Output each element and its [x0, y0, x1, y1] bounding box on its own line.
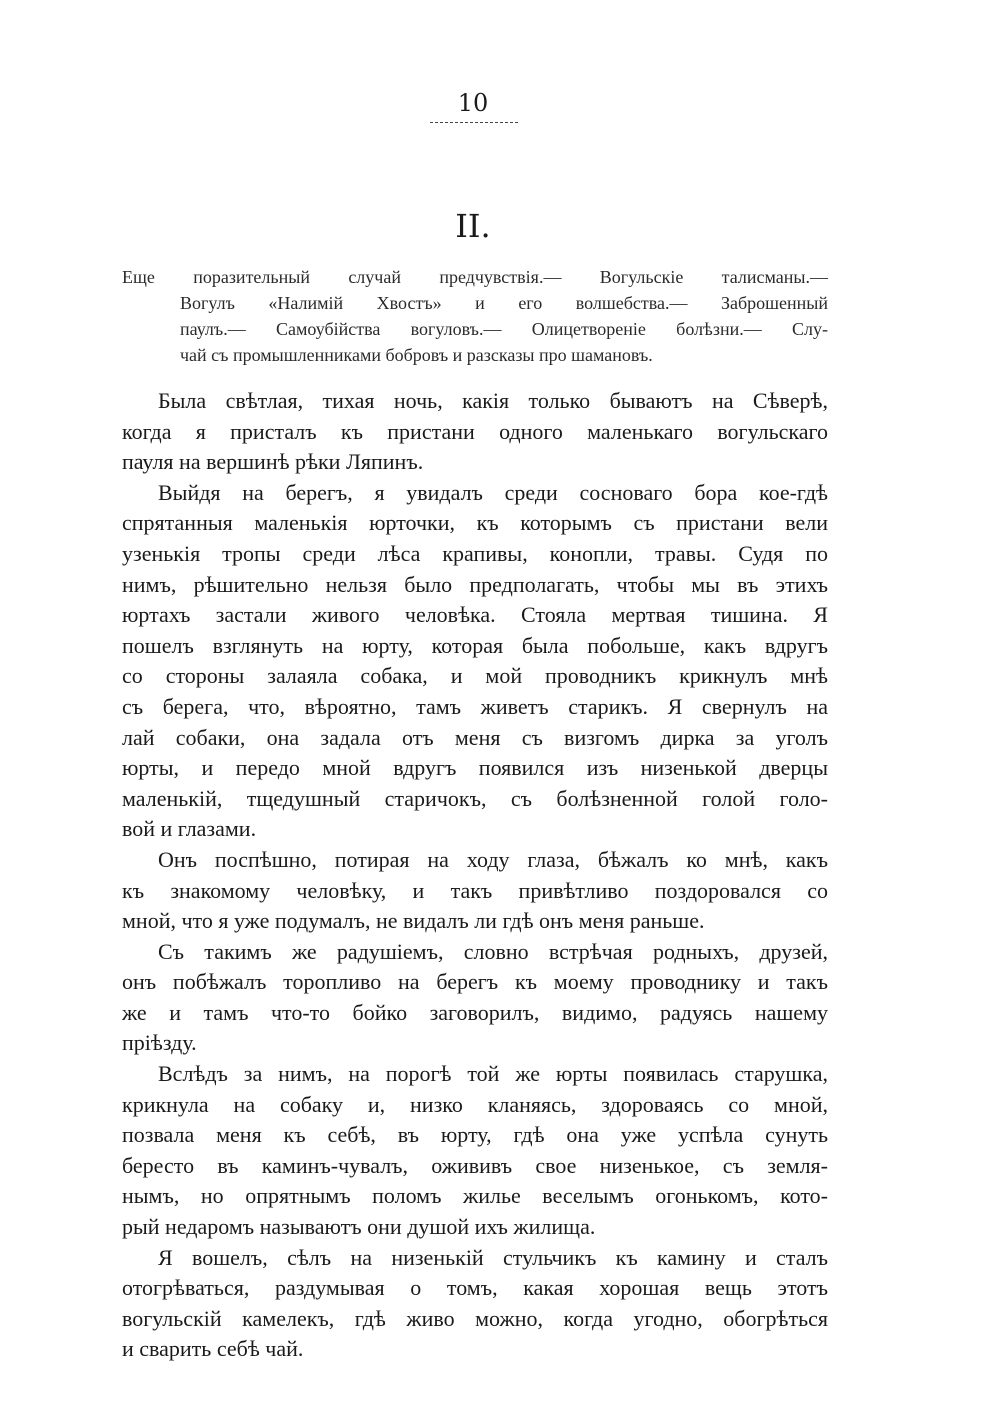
chapter-title: II. [455, 207, 491, 245]
summary-line: Вогулъ «Налимій Хвостъ» и его волшебства.— Заброшенный [180, 293, 828, 313]
text-line: онъ побѣжалъ торопливо на берегъ къ моему проводнику и такъ [122, 969, 828, 995]
text-line: позвала меня къ себѣ, въ юрту, гдѣ она уже успѣла сунуть [122, 1122, 828, 1148]
chapter-summary [122, 264, 828, 368]
text-line: мной, что я уже подумалъ, не видалъ ли гдѣ онъ меня раньше. [122, 908, 705, 934]
page-number: 10 [457, 89, 489, 117]
text-line: съ берега, что, вѣроятно, тамъ живетъ старикъ. Я свернулъ на [122, 693, 828, 719]
text-line: маленькій, тщедушный старичокъ, съ болѣзненной голой голо- [122, 785, 828, 811]
text-line: вой и глазами. [122, 816, 257, 842]
text-line: Была свѣтлая, тихая ночь, какія только бываютъ на Сѣверѣ, [158, 388, 828, 413]
text-line: Онъ поспѣшно, потирая на ходу глаза, бѣжалъ ко мнѣ, какъ [158, 846, 828, 872]
text-line: нимъ, рѣшительно нельзя было предполагать, чтобы мы въ этихъ [122, 571, 828, 597]
page-number-rule [430, 122, 518, 123]
text-line: юртахъ застали живого человѣка. Стояла мертвая тишина. Я [122, 602, 828, 628]
paragraph [122, 1243, 828, 1365]
text-line: пауля на вершинѣ рѣки Ляпинъ. [122, 449, 424, 475]
text-line: крикнула на собаку и, низко кланяясь, здороваясь со мной, [122, 1091, 828, 1117]
text-line: отогрѣваться, раздумывая о томъ, какая хорошая вещь этотъ [122, 1275, 828, 1301]
text-line: Выйдя на берегъ, я увидалъ среди сосноваго бора кое-гдѣ [158, 479, 828, 505]
text-line: бересто въ каминъ-чувалъ, ожививъ свое низенькое, съ земля- [122, 1152, 828, 1178]
text-line: рый недаромъ называютъ они душой ихъ жилища. [122, 1214, 596, 1240]
text-line: Вслѣдъ за нимъ, на порогѣ той же юрты появилась старушка, [158, 1061, 828, 1087]
text-line: со стороны залаяла собака, и мой проводникъ крикнулъ мнѣ [122, 663, 828, 689]
text-line: юрты, и передо мной вдругъ появился изъ низенькой дверцы [122, 755, 828, 781]
text-line: узенькія тропы среди лѣса крапивы, конопли, травы. Судя по [122, 540, 828, 566]
paragraph [122, 478, 828, 845]
text-line: Съ такимъ же радушіемъ, словно встрѣчая родныхъ, друзей, [158, 938, 828, 964]
text-line: къ знакомому человѣку, и такъ привѣтливо поздоровался со [122, 877, 828, 903]
paragraph [122, 845, 828, 937]
paragraph [122, 386, 828, 478]
text-line: лай собаки, она задала отъ меня съ визгомъ дирка за уголъ [122, 724, 828, 750]
text-line: пошелъ взглянуть на юрту, которая была побольше, какъ вдругъ [122, 632, 828, 658]
text-line: пріѣзду. [122, 1030, 197, 1056]
text-line: спрятанныя маленькія юрточки, къ которымъ съ пристани вели [122, 510, 828, 536]
paragraph [122, 1059, 828, 1243]
text-line: вогульскій камелекъ, гдѣ живо можно, когда угодно, обогрѣться [122, 1305, 828, 1331]
summary-line: Еще поразительный случай предчувствія.— Вогульскіе талисманы.— [122, 267, 828, 287]
text-line: нымъ, но опрятнымъ поломъ жилье веселымъ огонькомъ, кото- [122, 1183, 828, 1209]
paragraph [122, 937, 828, 1059]
text-line: и сварить себѣ чай. [122, 1336, 304, 1362]
summary-line: чай съ промышленниками бобровъ и разсказы про шамановъ. [180, 345, 653, 365]
text-line: Я вошелъ, сѣлъ на низенькій стульчикъ къ камину и сталъ [158, 1244, 828, 1270]
text-line: же и тамъ что-то бойко заговорилъ, видимо, радуясь нашему [122, 999, 828, 1025]
body-text [122, 386, 828, 1365]
text-line: когда я присталъ къ пристани одного маленькаго вогульскаго [122, 418, 828, 444]
summary-line: паулъ.— Самоубійства вогуловъ.— Олицетвореніе болѣзни.— Слу- [180, 319, 828, 339]
